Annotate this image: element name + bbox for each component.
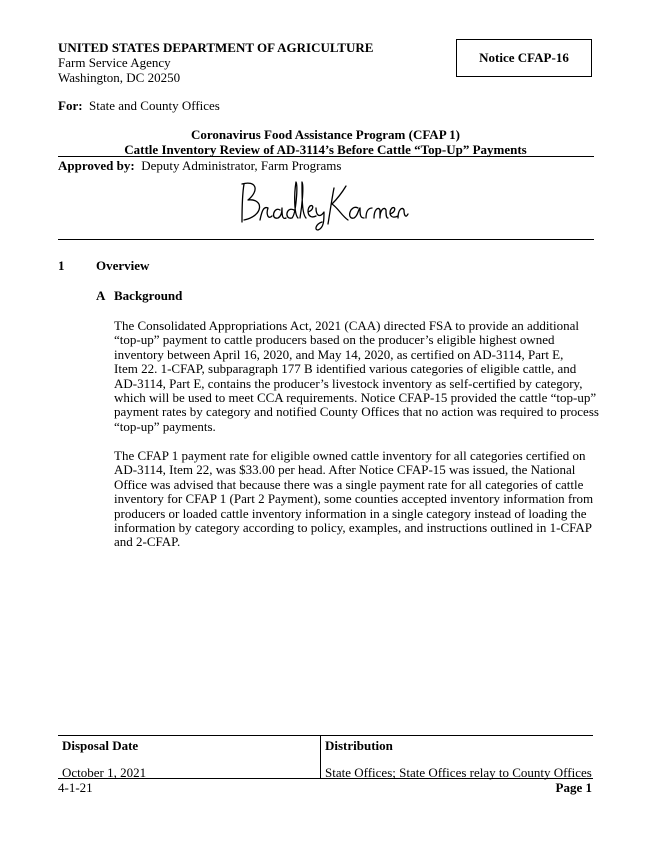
approved-label: Approved by:	[58, 158, 135, 173]
notice-id-box	[456, 39, 592, 77]
disposal-date: October 1, 2021	[62, 765, 147, 780]
approved-by-line	[58, 158, 341, 173]
paragraph-line: information by category according to policy, examples, and instructions outlined in 1-CFAP	[114, 520, 593, 536]
paragraph-line: The CFAP 1 payment rate for eligible owned cattle inventory for all categories certified on	[114, 448, 586, 463]
paragraph-line: Item 22. 1-CFAP, subparagraph 177 B identified various categories of eligible cattle, and	[114, 361, 577, 377]
distribution-header: Distribution	[325, 738, 393, 753]
distribution-value: State Offices; State Offices relay to County Offices	[325, 765, 592, 780]
paragraph-line: “top-up” payment to cattle producers based on the producer’s eligible highest owned	[114, 332, 555, 348]
for-line	[58, 98, 220, 113]
section-number: 1	[58, 258, 65, 273]
notice-title	[58, 127, 593, 157]
for-value: State and County Offices	[89, 98, 220, 113]
subsection-title: Background	[114, 288, 183, 303]
title-line-2: Cattle Inventory Review of AD-3114’s Before Cattle “Top-Up” Payments	[124, 142, 527, 157]
section-title: Overview	[96, 258, 150, 273]
title-line-1: Coronavirus Food Assistance Program (CFAP 1)	[190, 127, 460, 142]
approved-value: Deputy Administrator, Farm Programs	[141, 158, 342, 173]
paragraph-line: inventory between April 16, 2020, and May 14, 2020, as certified on AD-3114, Part E,	[114, 346, 564, 362]
paragraph-line: payment rates by category and notified County Offices that no action was required to process	[114, 404, 599, 420]
page-number: Page 1	[555, 780, 592, 795]
subsection-letter: A	[96, 288, 106, 303]
paragraph-line: AD-3114, Item 22, was $33.00 per head. After Notice CFAP-15 was issued, the National	[114, 462, 576, 478]
distribution-cell	[321, 736, 593, 778]
agency-address: Washington, DC 20250	[58, 70, 181, 85]
paragraph-line: Office was advised that because there was a single payment rate for all categories of cattle	[114, 476, 584, 492]
disposal-header: Disposal Date	[62, 738, 139, 753]
paragraph-line: and 2-CFAP.	[114, 534, 181, 550]
disposal-distribution-table	[58, 735, 593, 779]
paragraph-line: AD-3114, Part E, contains the producer’s livestock inventory as self-certified by category,	[114, 375, 583, 391]
title-divider	[58, 156, 594, 157]
paragraph-line: The Consolidated Appropriations Act, 2021 (CAA) directed FSA to provide an additional	[114, 318, 580, 333]
for-label: For:	[58, 98, 83, 113]
signature-image	[230, 176, 410, 232]
approval-divider	[58, 239, 594, 240]
department-name: UNITED STATES DEPARTMENT OF AGRICULTURE	[58, 40, 374, 55]
paragraph-line: inventory for CFAP 1 (Part 2 Payment), some counties accepted inventory information from	[114, 491, 594, 507]
paragraph-line: “top-up” payments.	[114, 418, 216, 434]
footer-date: 4-1-21	[58, 780, 93, 795]
paragraph-line: producers or loaded cattle inventory information in a single category instead of loading the	[114, 505, 587, 521]
paragraph-line: which will be used to meet CCA requirements. Notice CFAP-15 provided the cattle “top-up”	[114, 390, 597, 406]
agency-name: Farm Service Agency	[58, 55, 171, 70]
background-paragraph-2	[114, 449, 592, 550]
disposal-cell	[58, 736, 321, 778]
notice-id: Notice CFAP-16	[479, 50, 569, 65]
background-paragraph-1	[114, 318, 599, 434]
